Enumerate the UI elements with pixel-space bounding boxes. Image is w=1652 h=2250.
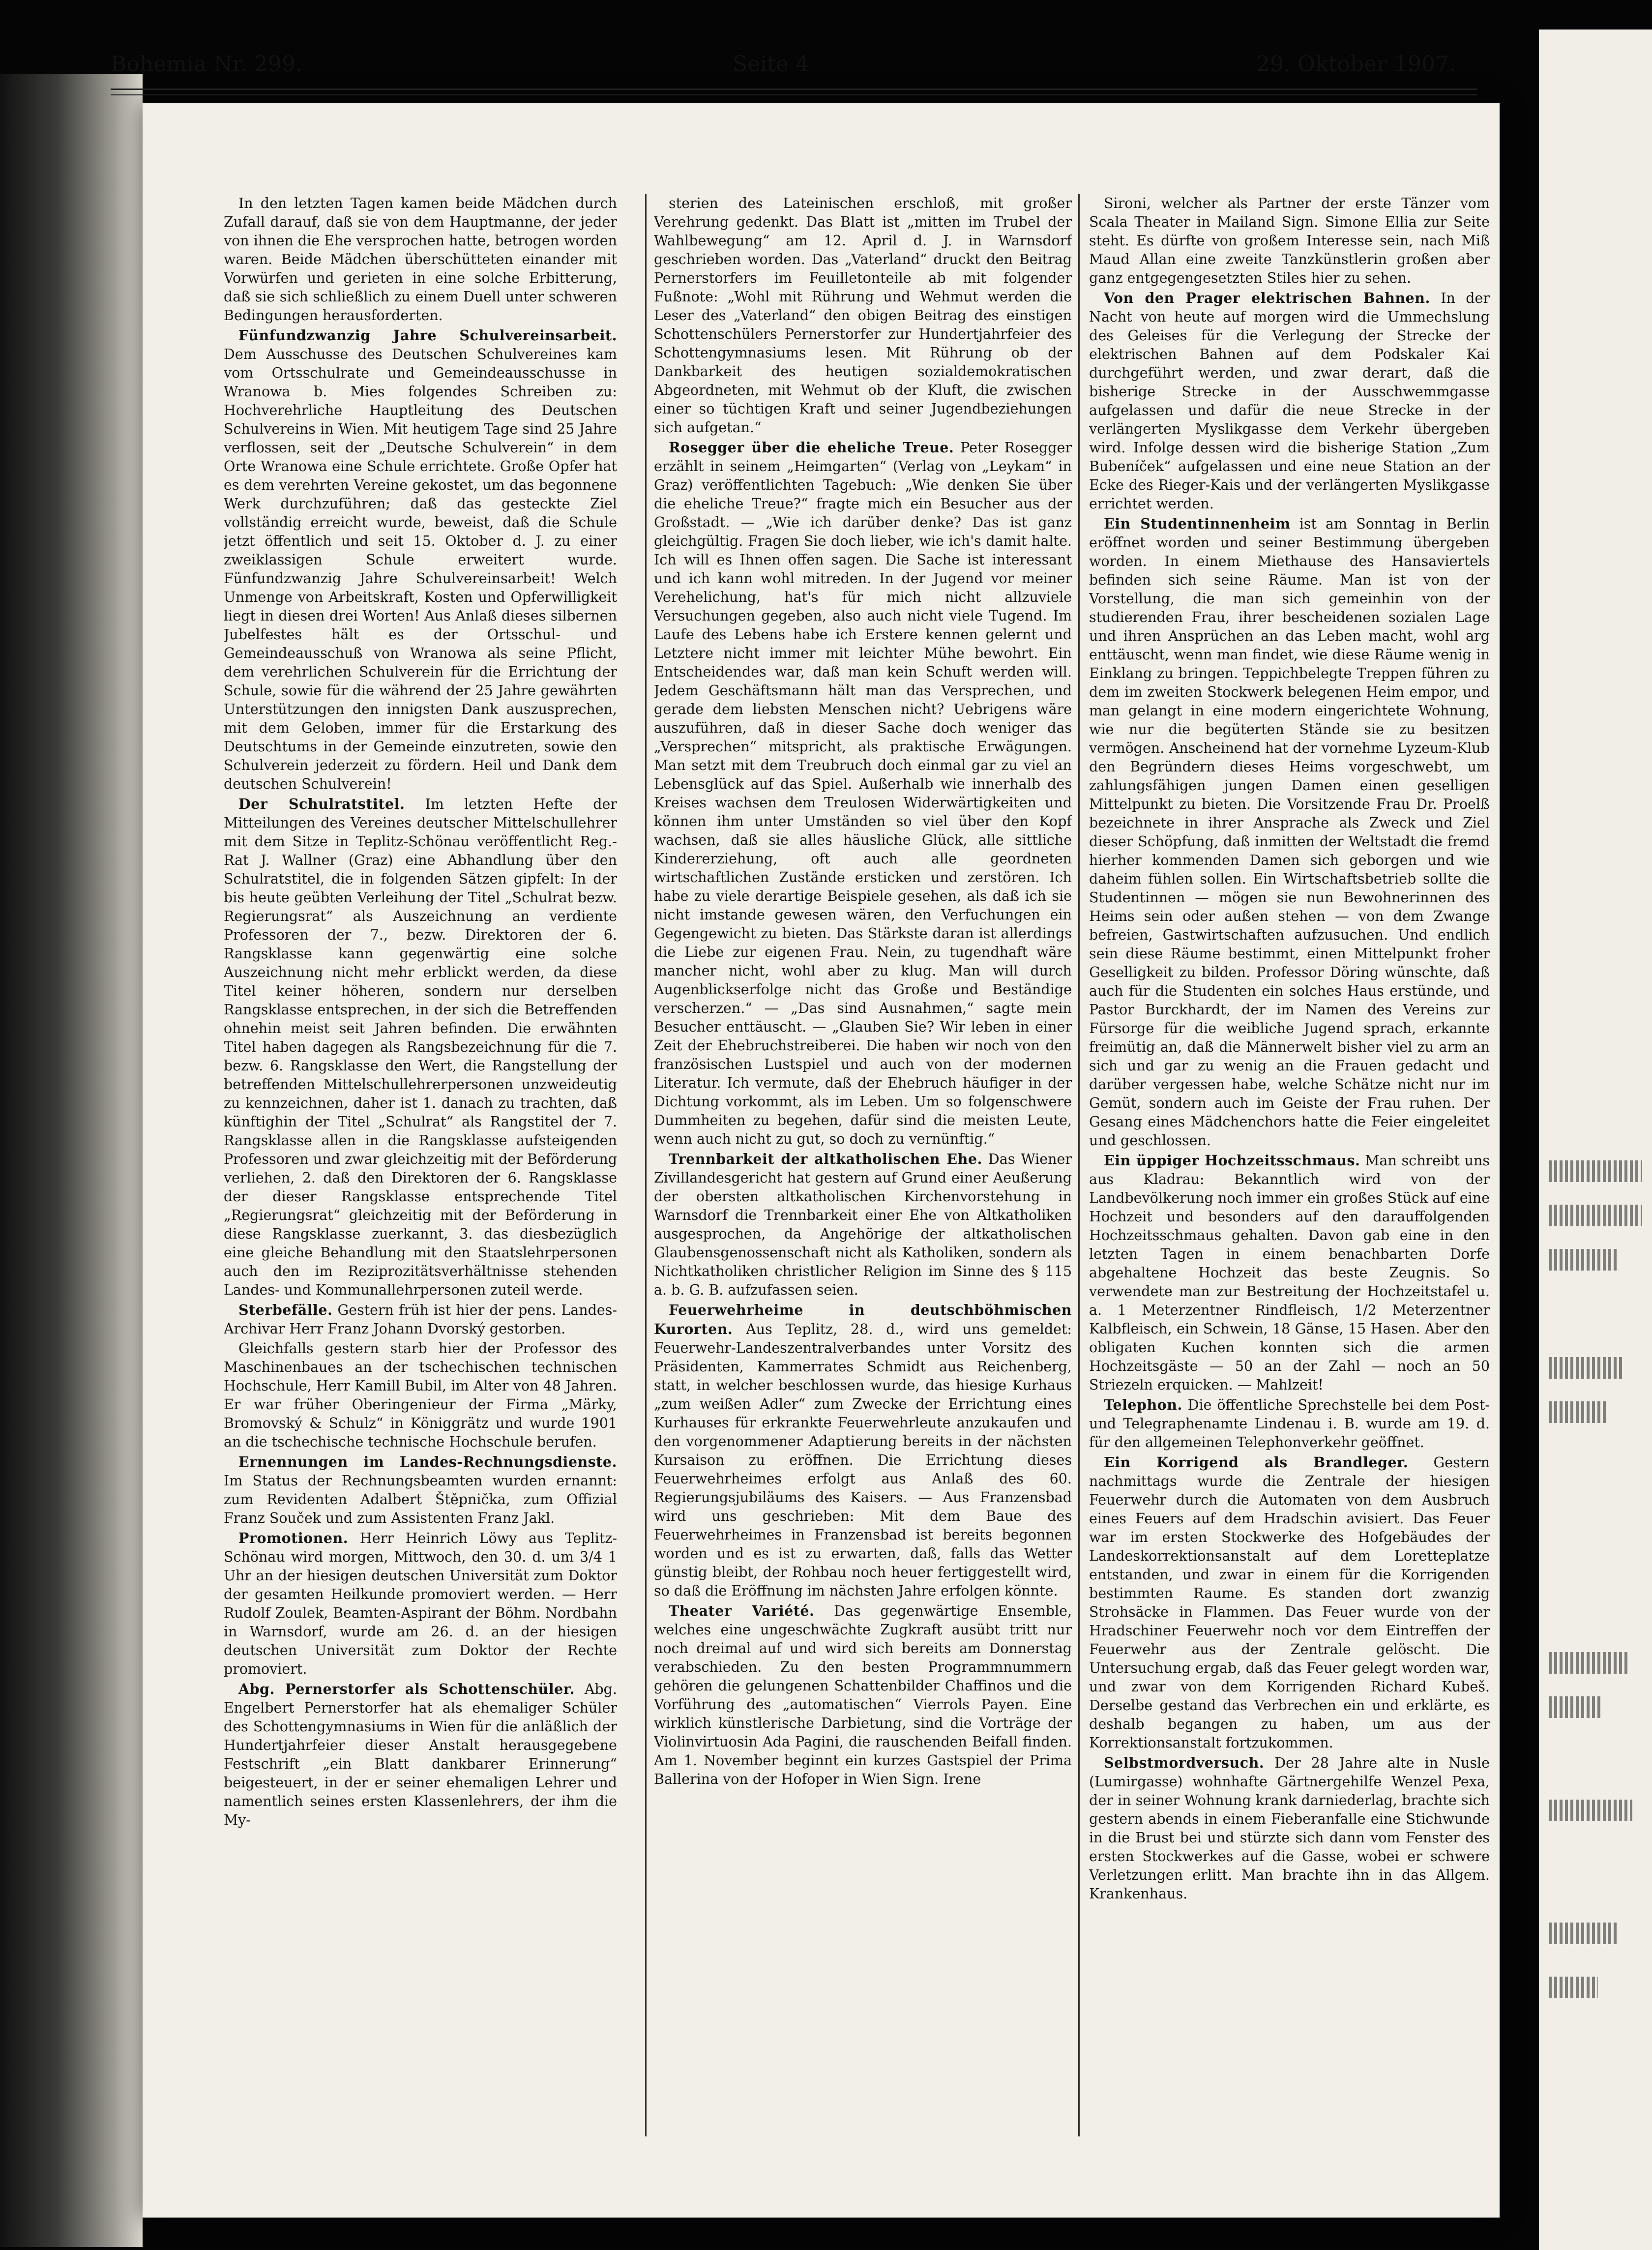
article: Der Schulratstitel. Im letzten Hefte der Mitteilungen des Vereines deutscher Mittelschullehrer mit dem Sitze in Teplitz-Schönau veröffentlicht Reg.-Rat J. Wallner (Graz) eine Abhandlung über den Schulratstitel, die in folgenden Sätzen gipfelt: In der bis heute geübten Verleihung der Titel „Schulrat bezw. Regierungsrat“ als Auszeichnung an verdiente Professoren der 7., bezw. Direktoren der 6. Rangsklasse kann gegenwärtig eine solche Auszeichnung nicht mehr erblickt werden, da diese Titel keiner höheren, sondern nur derselben Rangsklasse entsprechen, in der sich die Betreffenden ohnehin meist seit Jahren befinden. Die erwähnten Titel haben dagegen als Rangsbezeichnung für die 7. bezw. 6. Rangsklasse den Wert, die Rangstellung der betreffenden Mittelschullehrerpersonen unzweideutig zu kennzeichnen, daher ist 1. danach zu trachten, daß künftighin der Titel „Schulrat“ als Rangstitel der 7. Rangsklasse allen in die Rangsklasse aufsteigenden Professoren und zwar gleichzeitig mit der Beförderung verliehen, 2. daß den Direktoren der 6. Rangsklasse der dieser Rangsklasse entsprechende Titel „Regierungsrat“ gleichzeitig mit der Beförderung in diese Rangsklasse zuerkannt, 3. das diesbezüglich eine gleiche Behandlung mit den Staatslehrpersonen auch den im Reziprozitätsverhältnisse stehenden Landes- und Kommunallehrpersonen zuteil werde. [224, 796, 617, 1298]
article-headline: Von den Prager elektrischen Bahnen. [1104, 290, 1430, 306]
article: Ein üppiger Hochzeitsschmaus. Man schreibt uns aus Kladrau: Bekanntlich wird von der Landbevölkerung noch immer ein großes Stück auf eine Hochzeit und besonders auf den darauffolgenden Hochzeitsschmaus gehalten. Davon gab eine in den letzten Tagen in einem benachbarten Dorfe abgehaltene Hochzeit das beste Zeugnis. So verwendete man zur Bestreitung der Hochzeitstafel u. a. 1 Meterzentner Rindfleisch, 1/2 Meterzentner Kalbfleisch, ein Schwein, 18 Gänse, 15 Hasen. Aber den obligaten Kuchen konnten sich die armen Hochzeitsgäste — 50 an der Zahl — noch an 50 Striezeln erquicken. — Mahlzeit! [1089, 1152, 1490, 1393]
article: In den letzten Tagen kamen beide Mädchen durch Zufall darauf, daß sie von dem Hauptmanne, der jeder von ihnen die Ehe versprochen hatte, betrogen worden waren. Beide Mädchen überschütteten einander mit Vorwürfen und gerieten in eine solche Erbitterung, daß sie sich schließlich zu einem Duell unter schweren Bedingungen herausforderten. [224, 195, 617, 324]
article: Sironi, welcher als Partner der erste Tänzer vom Scala Theater in Mailand Sign. Simone Ellia zur Seite steht. Es dürfte von großem Interesse sein, nach Miß Maud Allan eine zweite Tanzkünstlerin großen aber ganz entgegengesetzten Stiles hier zu sehen. [1089, 195, 1490, 286]
header-rule-bottom [111, 94, 1477, 95]
page-header [111, 52, 1475, 86]
paper-issue: Bohemia Nr. 299. [111, 52, 302, 77]
article: Trennbarkeit der altkatholischen Ehe. Das Wiener Zivillandesgericht hat gestern auf Grund einer Aeußerung der obersten altkatholischen Kirchenvorstehung in Warnsdorf die Trennbarkeit einer Ehe von Altkatholiken ausgesprochen, da Angehörige der altkatholischen Glaubensgenossenschaft nicht als Katholiken, sondern als Nichtkatholiken christlicher Religion im Sinne des § 115 a. b. G. B. aufzufassen seien. [654, 1151, 1072, 1298]
article: Sterbefälle. Gestern früh ist hier der pens. Landes-Archivar Herr Franz Johann Dvorský gestorben. [224, 1302, 617, 1337]
article: Telephon. Die öffentliche Sprechstelle bei dem Post- und Telegraphenamte Lindenau i. B. wurde am 19. d. für den allgemeinen Telephonverkehr geöffnet. [1089, 1396, 1490, 1451]
article-headline: Rosegger über die eheliche Treue. [669, 439, 954, 456]
article-headline: Ein Studentinnenheim [1104, 515, 1291, 532]
article: sterien des Lateinischen erschloß, mit großer Verehrung gedenkt. Das Blatt ist „mitten im Trubel der Wahlbewegung“ am 12. April d. J. in Warnsdorf geschrieben worden. Das „Vaterland“ druckt den Beitrag Pernerstorfers im Feuilletonteile ab mit folgender Fußnote: „Wohl mit Rührung und Wehmut werden die Leser des „Vaterland“ den obigen Beitrag des einstigen Schottenschülers Pernerstorfer zur Hundertjahrfeier des Schottengymnasiums lesen. Mit Rührung ob der Dankbarkeit des heutigen sozialdemokratischen Abgeordneten, mit Wehmut ob der Kluft, die zwischen einer so tüchtigen Kraft und seiner Jugendbeziehungen sich aufgetan.“ [654, 195, 1072, 436]
article: Rosegger über die eheliche Treue. Peter Rosegger erzählt in seinem „Heimgarten“ (Verlag von „Leykam“ in Graz) veröffentlichten Tagebuch: „Wie denken Sie über die eheliche Treue?“ fragte mich ein Besucher aus der Großstadt. — „Wie ich darüber denke? Das ist ganz gleichgültig. Fragen Sie doch lieber, wie ich's damit halte. Ich will es Ihnen offen sagen. Die Sache ist interessant und ich kann wohl mitreden. In der Jugend vor meiner Verehelichung, hat's für mich nicht allzuviele Versuchungen gegeben, also auch nicht viele Tugend. Im Laufe des Lebens habe ich Erstere kennen gelernt und Letztere nicht immer mit leichter Mühe bewohrt. Ein Entscheidendes war, daß man kein Schuft werden will. Jedem Geschäftsmann hält man das Versprechen, und gerade dem liebsten Menschen nicht? Uebrigens wäre auszuführen, daß in dieser Sache doch weniger das „Versprechen“ mitspricht, als praktische Erwägungen. Man setzt mit dem Treubruch doch einmal gar zu viel an Lebensglück auf das Spiel. Außerhalb wie innerhalb des Kreises wachsen dem Treulosen Widerwärtigkeiten und können ihm unter Umständen so viel über den Kopf wachsen, daß sie alles häusliche Glück, alle sittliche Kindererziehung, oft auch alle geordneten wirtschaftlichen Zustände ersticken und zerstören. Ich habe zu viele derartige Beispiele gesehen, als daß ich sie nicht imstande gewesen wären, den Verfuchungen ein Gegengewicht zu bieten. Das Stärkste daran ist allerdings die Liebe zur eigenen Frau. Nein, zu tugendhaft wäre mancher nicht, wohl aber zu klug. Man will durch Augenblickserfolge nicht das Große und Beständige verscherzen.“ — „Das sind Ausnahmen,“ sagte mein Besucher enttäuscht. — „Glauben Sie? Wir leben in einer Zeit der Ehebruchstreiberei. Die haben wir noch von den französischen Lustspiel und auch von der modernen Literatur. Ich vermute, daß der Ehebruch häufiger in der Dichtung vorkommt, als im Leben. Um so folgenschwere Dummheiten zu begehen, dafür sind die meisten Leute, wenn auch nicht zu gut, so doch zu vernünftig.“ [654, 439, 1072, 1147]
article: Selbstmordversuch. Der 28 Jahre alte in Nusle (Lumirgasse) wohnhafte Gärtnergehilfe Wenzel Pexa, der in seiner Wohnung krank darniederlag, brachte sich gestern abends in einem Fieberanfalle eine Stichwunde in die Brust bei und stürzte sich dann vom Fenster des ersten Stockwerkes auf die Gasse, wobei er schwere Verletzungen erlitt. Man brachte ihn in das Allgem. Krankenhaus. [1089, 1754, 1490, 1902]
article-headline: Feuerwehrheime in deutschböhmischen Kurorten. [654, 1302, 1072, 1337]
article-headline: Trennbarkeit der altkatholischen Ehe. [669, 1151, 982, 1167]
article: Ein Korrigend als Brandleger. Gestern nachmittags wurde die Zentrale der hiesigen Feuerwehr durch die Automaten von dem Ausbruch eines Feuers auf dem Hradschin avisiert. Das Feuer war im ersten Stockwerke des Hofgebäudes der Landeskorrektionsanstalt auf dem Loretteplatze entstanden, und zwar in einem für die Korrigenden bestimmten Raume. Es standen dort zwanzig Strohsäcke in Flammen. Das Feuer wurde von der Hradschiner Feuerwehr noch vor dem Eintreffen der Feuerwehr aus der Zentrale gelöscht. Die Untersuchung ergab, daß das Feuer gelegt worden war, und zwar von dem Korrigenden Richard Kubeš. Derselbe gestand das Verbrechen ein und erklärte, es deshalb begangen zu haben, um aus der Korrektionsanstalt fortzukommen. [1089, 1454, 1490, 1751]
column-3 [1089, 194, 1490, 2136]
article-headline: Ernennungen im Landes-Rechnungsdienste. [238, 1453, 617, 1470]
article-headline: Theater Variété. [669, 1602, 815, 1619]
page-number: Seite 4 [733, 52, 809, 77]
article: Theater Variété. Das gegenwärtige Ensemble, welches eine ungeschwächte Zugkraft ausübt tritt nur noch dreimal auf und wird sich bereits am Donnerstag verabschieden. Zu den besten Programmnummern gehören die gelungenen Schattenbilder Chaffinos und die Vorführung des „automatischen“ Vierrols Payen. Eine wirklich künstlerische Darbietung, sind die Vorträge der Violinvirtuosin Ada Pagini, die rauschenden Beifall finden. Am 1. November beginnt ein kurzes Gastspiel der Prima Ballerina von der Hofoper in Wien Sign. Irene [654, 1602, 1072, 1787]
article: Abg. Pernerstorfer als Schottenschüler. Abg. Engelbert Pernerstorfer hat als ehemaliger Schüler des Schottengymnasiums in Wien für die anläßlich der Hundertjahrfeier dieser Anstalt herausgegebene Festschrift „ein Blatt dankbarer Erinnerung“ beigesteuert, in der er seiner ehemaligen Lehrer und namentlich seines ersten Klassenlehrers, der ihm die My- [224, 1681, 617, 1828]
adjacent-page-edge [1539, 30, 1652, 2250]
book-spine-edge [0, 74, 143, 2247]
article-headline: Fünfundzwanzig Jahre Schulvereinsarbeit. [238, 327, 617, 344]
article: Ein Studentinnenheim ist am Sonntag in Berlin eröffnet worden und seiner Bestimmung übergeben worden. In einem Miethause des Hansaviertels befinden sich seine Räume. Man ist von der Vorstellung, die man sich gemeinhin von der studierenden Frau, ihrer bescheidenen sozialen Lage und ihren Ansprüchen an das Leben macht, wohl arg enttäuscht, wenn man findet, wie diese Räume wenig in Einklang zu bringen. Teppichbelegte Treppen führen zu dem im zweiten Stockwerk belegenen Heim empor, und man gelangt in eine modern eingerichtete Wohnung, wie nur die begüterten Stände sie zu besitzen vermögen. Anscheinend hat der vornehme Lyzeum-Klub den Begründern dieses Heims vorgeschwebt, um zahlungsfähigen jungen Damen einen geselligen Mittelpunkt zu bieten. Die Vorsitzende Frau Dr. Proelß bezeichnete in ihrer Ansprache als Zweck und Ziel dieser Schöpfung, daß inmitten der Weltstadt die fremd hierher kommenden Damen sich geborgen und wie daheim fühlen sollen. Ein Wirtschaftsbetrieb sollte die Studentinnen — mögen sie nun Bewohnerinnen des Heims sein oder außen stehen — von dem Zwange befreien, Gastwirtschaften aufzusuchen. Und endlich sein diese Räume bestimmt, einen Mittelpunkt froher Geselligkeit zu bilden. Professor Döring wünschte, daß auch für die Studenten ein solches Haus erstünde, und Pastor Burckhardt, der im Namen des Vereins zur Fürsorge für die weibliche Jugend sprach, erkannte freimütig an, daß die Männerwelt bisher viel zu arm an sich und gar zu wenig an die Frauen gedacht und darüber vergessen habe, welche Schätze nicht nur im Gemüt, sondern auch im Geiste der Frau ruhen. Der Gesang eines Mädchenchors hatte die Feier eingeleitet und geschlossen. [1089, 515, 1490, 1149]
column-divider-1 [645, 194, 647, 2136]
article-headline: Selbstmordversuch. [1104, 1754, 1265, 1771]
article-headline: Ein Korrigend als Brandleger. [1104, 1454, 1409, 1471]
article: Fünfundzwanzig Jahre Schulvereinsarbeit. Dem Ausschusse des Deutschen Schulvereines kam vom Ortsschulrate und Gemeindeausschusse in Wranowa b. Mies folgendes Schreiben zu: Hochverehrliche Hauptleitung des Deutschen Schulvereins in Wien. Mit heutigem Tage sind 25 Jahre verflossen, seit der „Deutsche Schulverein“ in dem Orte Wranowa eine Schule errichtete. Große Opfer hat es dem verehrten Vereine gekostet, um das begonnene Werk durchzuführen; daß das gesteckte Ziel vollständig erreicht wurde, beweist, daß die Schule jetzt öffentlich und seit 15. Oktober d. J. zu einer zweiklassigen Schule erweitert wurde. Fünfundzwanzig Jahre Schulvereinsarbeit! Welch Unmenge von Arbeitskraft, Kosten und Opferwilligkeit liegt in diesen drei Worten! Aus Anlaß dieses silbernen Jubelfestes hält es der Ortsschul- und Gemeindeausschuß von Wranowa als seine Pflicht, dem verehrlichen Schulverein für die Errichtung der Schule, sowie für die während der 25 Jahre gewährten Unterstützungen den innigsten Dank auszusprechen, mit dem Geloben, immer für die Erstarkung des Deutschtums in der Gemeinde einzutreten, sowie den Schulverein jederzeit zu fördern. Heil und Dank dem deutschen Schulverein! [224, 327, 617, 792]
column-2 [654, 194, 1072, 2136]
article-headline: Sterbefälle. [238, 1302, 333, 1318]
article: Von den Prager elektrischen Bahnen. In der Nacht von heute auf morgen wird die Ummechslung des Geleises für die Verlegung der Strecke der elektrischen Bahnen auf dem Podskaler Kai durchgeführt werden, und zwar derart, daß die bisherige Strecke in der Ausschwemmgasse aufgelassen und dafür die neue Strecke in der verlängerten Myslikgasse dem Verkehr übergeben wird. Infolge dessen wird die bisherige Station „Zum Bubeníček“ aufgelassen und eine neue Station an der Ecke des Rieger-Kais und der verlängerten Myslikgasse errichtet werden. [1089, 290, 1490, 512]
article: Feuerwehrheime in deutschböhmischen Kurorten. Aus Teplitz, 28. d., wird uns gemeldet: Feuerwehr-Landeszentralverbandes unter Vorsitz des Präsidenten, Kammerrates Schmidt aus Reichenberg, statt, in welcher beschlossen wurde, das hiesige Kurhaus „zum weißen Adler“ zum Zwecke der Errichtung eines Kurhauses für erkrankte Feuerwehrleute anzukaufen und den vorgenommener Adaptierung bereits in der nächsten Kursaison zu eröffnen. Die Errichtung dieses Feuerwehrheimes erfolgt aus Anlaß des 60. Regierungsjubiläums des Kaisers. — Aus Franzensbad wird uns geschrieben: Mit dem Baue des Feuerwehrheimes in Franzensbad ist bereits begonnen worden und es ist zu erwarten, daß, falls das Wetter günstig bleibt, der Rohbau noch heuer fertiggestellt wird, so daß die Eröffnung im nächsten Jahre erfolgen könnte. [654, 1302, 1072, 1599]
article-headline: Promotionen. [238, 1530, 349, 1546]
article: Ernennungen im Landes-Rechnungsdienste. Im Status der Rechnungsbeamten wurden ernannt: zum Revidenten Adalbert Štěpnička, zum Offizial Franz Souček und zum Assistenten Franz Jakl. [224, 1453, 617, 1526]
header-rule-top [111, 89, 1477, 90]
column-1 [224, 194, 617, 2136]
issue-date: 29. Oktober 1907. [1256, 52, 1456, 77]
article-headline: Ein üppiger Hochzeitsschmaus. [1104, 1152, 1360, 1169]
article-headline: Der Schulratstitel. [238, 796, 405, 812]
article: Gleichfalls gestern starb hier der Professor des Maschinenbaues an der tschechischen technischen Hochschule, Herr Kamill Bubil, im Alter von 48 Jahren. Er war früher Oberingenieur der Firma „Märky, Bromovský & Schulz“ in Königgrätz und wurde 1901 an die tschechische technische Hochschule berufen. [224, 1340, 617, 1450]
article-headline: Abg. Pernerstorfer als Schottenschüler. [238, 1681, 575, 1697]
article: Promotionen. Herr Heinrich Löwy aus Teplitz-Schönau wird morgen, Mittwoch, den 30. d. um 3/4 1 Uhr an der hiesigen deutschen Universität zum Doktor der gesamten Heilkunde promoviert werden. — Herr Rudolf Zoulek, Beamten-Aspirant der Böhm. Nordbahn in Warnsdorf, wurde am 26. d. an der hiesigen deutschen Universität zum Doktor der Rechte promoviert. [224, 1530, 617, 1677]
column-divider-2 [1078, 194, 1080, 2136]
article-headline: Telephon. [1104, 1396, 1182, 1413]
